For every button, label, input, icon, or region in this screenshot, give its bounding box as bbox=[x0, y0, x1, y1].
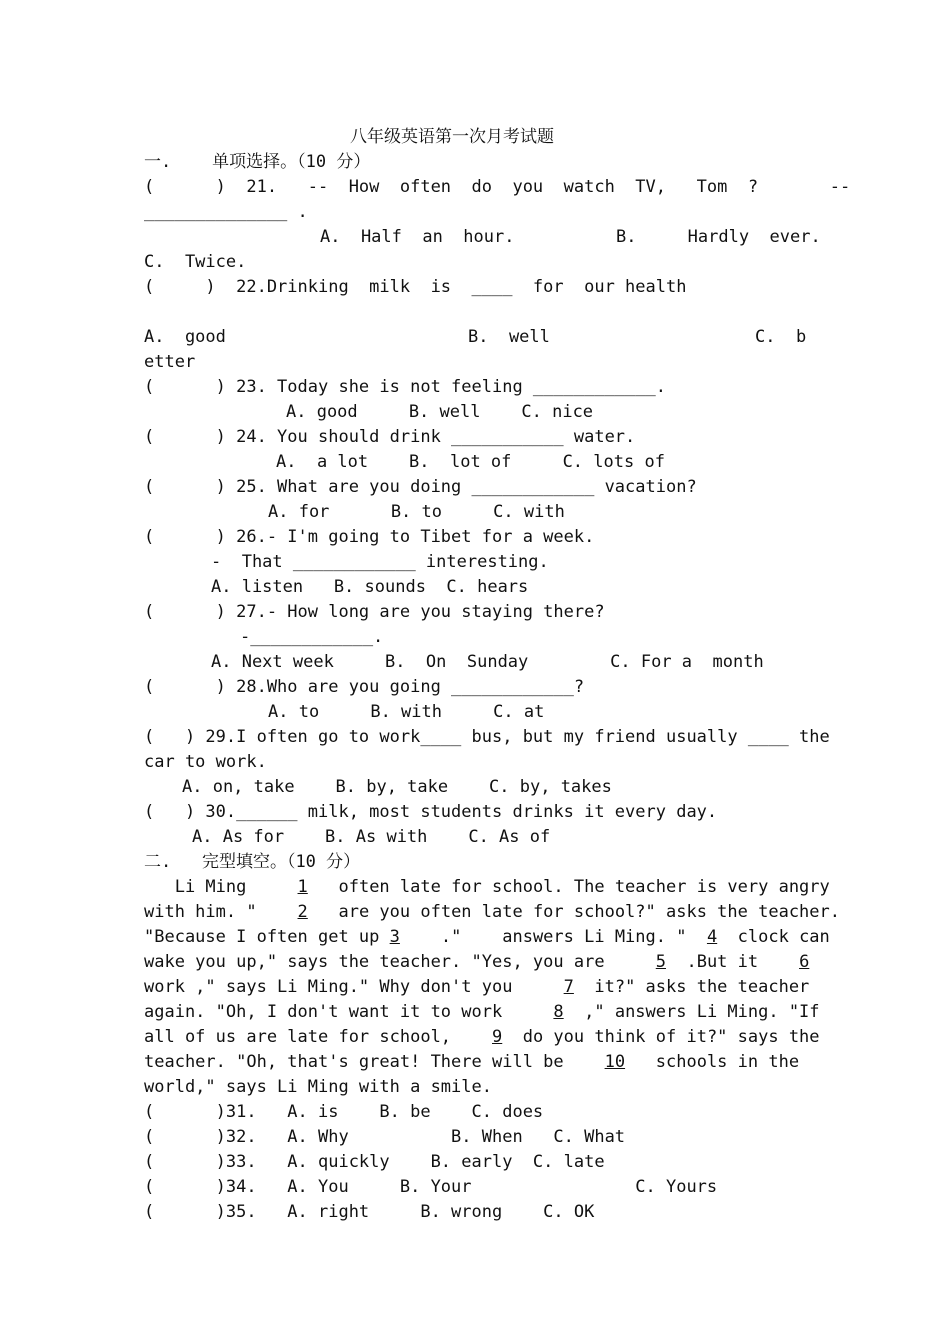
question-29: ( ) 29.I often go to work____ bus, but my friend usually ____ the bbox=[144, 727, 830, 747]
question-29-options: A. on, take B. by, take C. by, takes bbox=[182, 777, 612, 797]
question-26-reply: - That ____________ interesting. bbox=[211, 552, 549, 572]
question-23-options: A. good B. well C. nice bbox=[286, 402, 594, 422]
cloze-line: with him. " 2 are you often late for school?" asks the teacher. bbox=[144, 902, 840, 922]
cloze-blank-number: 2 bbox=[297, 902, 308, 922]
cloze-line: work ," says Li Ming." Why don't you 7 it?" asks the teacher bbox=[144, 977, 810, 997]
cloze-blank-number: 4 bbox=[706, 927, 718, 947]
question-23: ( ) 23. Today she is not feeling ____________. bbox=[144, 377, 666, 397]
question-22: ( ) 22.Drinking milk is ____ for our health bbox=[144, 277, 687, 297]
question-30: ( ) 30.______ milk, most students drinks it every day. bbox=[144, 802, 718, 822]
question-21-option-c: C. Twice. bbox=[144, 252, 247, 272]
cloze-line: teacher. "Oh, that's great! There will be 10 schools in the bbox=[144, 1052, 800, 1072]
question-21-option-a: A. Half an hour. bbox=[320, 227, 515, 247]
cloze-line: wake you up," says the teacher. "Yes, you are 5 .But it 6 bbox=[144, 952, 810, 972]
section-heading-2: 二. 完型填空。（10 分） bbox=[144, 852, 361, 872]
question-35: ( )35. A. right B. wrong C. OK bbox=[144, 1202, 595, 1222]
question-21: ( ) 21. -- How often do you watch TV, Tom ? -- bbox=[144, 177, 851, 197]
question-22-option-c: C. b bbox=[755, 327, 807, 347]
cloze-blank-number: 8 bbox=[553, 1002, 564, 1022]
question-33: ( )33. A. quickly B. early C. late bbox=[144, 1152, 605, 1172]
question-32: ( )32. A. Why B. When C. What bbox=[144, 1127, 626, 1147]
section-heading-1: 一. 单项选择。（10 分） bbox=[144, 152, 371, 172]
question-22-option-b: B. well bbox=[468, 327, 550, 347]
question-25: ( ) 25. What are you doing ____________ vacation? bbox=[144, 477, 697, 497]
question-22-option-a: A. good bbox=[144, 327, 226, 347]
question-28-options: A. to B. with C. at bbox=[268, 702, 545, 722]
cloze-blank-number: 3 bbox=[389, 927, 400, 947]
cloze-line: "Because I often get up 3 ." answers Li Ming. " 4 clock can bbox=[144, 927, 830, 947]
question-26: ( ) 26.- I'm going to Tibet for a week. bbox=[144, 527, 595, 547]
cloze-line: world," says Li Ming with a smile. bbox=[144, 1077, 492, 1097]
question-27: ( ) 27.- How long are you staying there? bbox=[144, 602, 605, 622]
question-21-option-b: B. Hardly ever. bbox=[616, 227, 821, 247]
cloze-line: all of us are late for school, 9 do you think of it?" says the bbox=[144, 1027, 820, 1047]
cloze-blank-number: 9 bbox=[492, 1027, 503, 1047]
cloze-blank-number: 6 bbox=[799, 952, 810, 972]
cloze-blank-number: 7 bbox=[563, 977, 574, 997]
question-28: ( ) 28.Who are you going ____________? bbox=[144, 677, 585, 697]
question-25-options: A. for B. to C. with bbox=[268, 502, 565, 522]
question-29-wrap: car to work. bbox=[144, 752, 267, 772]
question-27-options: A. Next week B. On Sunday C. For a month bbox=[211, 652, 764, 672]
cloze-blank-number: 1 bbox=[297, 877, 308, 897]
question-24: ( ) 24. You should drink ___________ water. bbox=[144, 427, 636, 447]
cloze-line: Li Ming 1 often late for school. The teacher is very angry bbox=[144, 877, 830, 897]
question-21-blank: ______________ . bbox=[144, 202, 308, 222]
question-22-option-c-wrap: etter bbox=[144, 352, 196, 372]
cloze-blank-number: 5 bbox=[655, 952, 666, 972]
question-30-options: A. As for B. As with C. As of bbox=[192, 827, 551, 847]
question-31: ( )31. A. is B. be C. does bbox=[144, 1102, 544, 1122]
cloze-line: again. "Oh, I don't want it to work 8 ," answers Li Ming. "If bbox=[144, 1002, 820, 1022]
cloze-blank-number: 10 bbox=[604, 1052, 626, 1072]
question-27-reply: -____________. bbox=[240, 627, 384, 647]
question-34: ( )34. A. You B. Your C. Yours bbox=[144, 1177, 718, 1197]
question-24-options: A. a lot B. lot of C. lots of bbox=[276, 452, 665, 472]
page-title: 八年级英语第一次月考试题 bbox=[350, 127, 554, 147]
question-26-options: A. listen B. sounds C. hears bbox=[211, 577, 529, 597]
